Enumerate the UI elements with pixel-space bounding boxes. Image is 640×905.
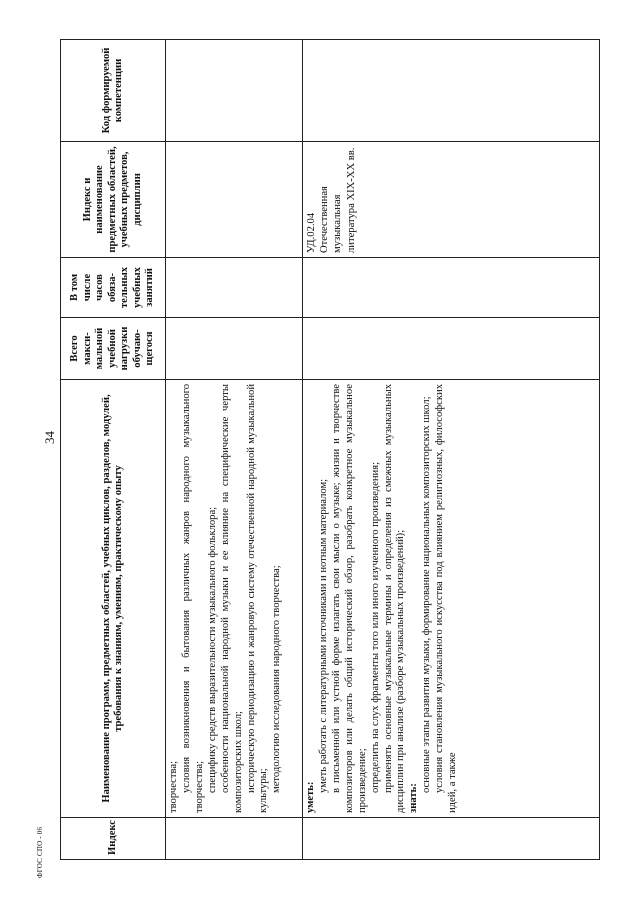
cell-discipline — [303, 142, 600, 258]
requirement-line: специфику средств выразительности музыкального фольклора; — [206, 506, 218, 793]
header-mandatory-hours: В том числе часов обяза-тельных учебных занятий — [61, 258, 166, 318]
requirement-line: историческую периодизацию и жанровую систему отечественной народной музыкальной культуры; — [245, 384, 270, 813]
cell-index — [166, 818, 303, 860]
label-znat: знать: — [408, 783, 420, 813]
page-number: 34 — [42, 431, 57, 444]
header-name: Наименование программ, предметных областей, учебных циклов, разделов, модулей, требования к знаниям, умениям, практическому опыту — [61, 380, 166, 818]
header-total-load: Всего макси-мальной учебной нагрузки обучаю-щегося — [61, 318, 166, 380]
cell-mandatory-hours — [166, 258, 303, 318]
requirement-line: творчества; — [168, 760, 179, 813]
cell-total-load — [166, 318, 303, 380]
requirement-line: условия становления музыкального искусства под влиянием религиозных, философских идей, а также — [434, 384, 459, 813]
header-discipline: Индекс и наименование предметных областей, учебных предметов, дисциплин — [61, 142, 166, 258]
requirement-line: определить на слух фрагменты того или иного изученного произведения; — [369, 461, 381, 793]
cell-requirements — [303, 380, 600, 818]
requirement-line: методологию исследования народного творчества; — [271, 565, 283, 793]
label-umet: уметь: — [305, 781, 316, 813]
table-header-row — [61, 40, 166, 860]
requirement-line: основные этапы развития музыки, формирование национальных композиторских школ; — [421, 396, 433, 793]
footer-code: ФГОС СПО - 06 — [36, 826, 44, 878]
curriculum-table-wrapper — [60, 40, 590, 860]
curriculum-table — [60, 39, 600, 860]
requirement-line: уметь работать с литературными источниками и нотным материалом; — [317, 478, 329, 793]
requirement-line: в письменной или устной форме излагать свои мысли о музыке; жизни и творчестве композиторов или делать общий исторический обзор, разобрать конкретное музыкальное произведение; — [330, 384, 368, 813]
discipline-name: Отечественная музыкальная литература XIX-XX вв. — [319, 147, 357, 253]
cell-competence-code — [166, 40, 303, 142]
header-competence-code: Код формируемой компетенции — [61, 40, 166, 142]
cell-discipline — [166, 142, 303, 258]
cell-competence-code — [303, 40, 600, 142]
table-row — [303, 40, 600, 860]
cell-index — [303, 818, 600, 860]
discipline-code: УД.02.04 — [306, 212, 317, 253]
header-index: Индекс — [61, 818, 166, 860]
cell-requirements — [166, 380, 303, 818]
requirement-line: применять основные музыкальные термины и определения из смежных музыкальных дисциплин при анализе (разборе музыкальных произведений); — [382, 384, 407, 813]
cell-total-load — [303, 318, 600, 380]
cell-mandatory-hours — [303, 258, 600, 318]
requirement-line: условия возникновения и бытования различных жанров народного музыкального творчества; — [180, 384, 205, 813]
table-row — [166, 40, 303, 860]
requirement-line: особенности национальной народной музыки и ее влияние на специфические черты композиторских школ; — [219, 384, 244, 813]
